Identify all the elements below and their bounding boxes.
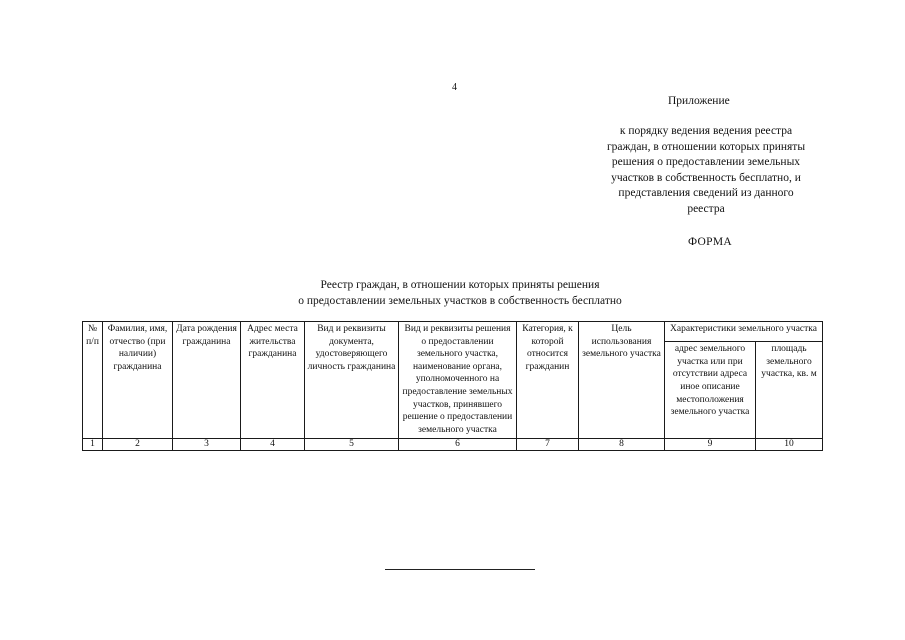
header-birth-date: Дата рождения гражданина	[173, 322, 241, 439]
appendix-line: представления сведений из данного	[618, 187, 794, 200]
register-title-line2: о предоставлении земельных участков в собственность бесплатно	[298, 294, 622, 307]
column-number: 2	[103, 439, 173, 451]
header-land-purpose: Цель использования земельного участка	[579, 322, 665, 439]
registry-table	[82, 321, 823, 451]
header-land-characteristics: Характеристики земельного участка	[665, 322, 823, 342]
header-address: Адрес места жительства гражданина	[241, 322, 305, 439]
subheader-land-area: площадь земельного участка, кв. м	[756, 342, 823, 439]
column-number: 1	[83, 439, 103, 451]
header-identity-document: Вид и реквизиты документа, удостоверяющего личность гражданина	[305, 322, 399, 439]
footer-divider	[385, 569, 535, 570]
column-number: 5	[305, 439, 399, 451]
appendix-line: реестра	[687, 202, 725, 215]
column-number: 10	[756, 439, 823, 451]
subheader-land-address: адрес земельного участка или при отсутствии адреса иное описание местоположения земельного участка	[665, 342, 756, 439]
column-numbers-row	[83, 439, 823, 451]
column-number: 8	[579, 439, 665, 451]
header-category: Категория, к которой относится гражданин	[517, 322, 579, 439]
column-number: 6	[399, 439, 517, 451]
register-title	[200, 278, 720, 309]
header-full-name: Фамилия, имя, отчество (при наличии) гражданина	[103, 322, 173, 439]
appendix-description	[588, 124, 824, 218]
appendix-line: участков в собственность бесплатно, и	[611, 171, 801, 184]
appendix-title: Приложение	[668, 95, 730, 107]
header-number: № п/п	[83, 322, 103, 439]
header-row	[83, 322, 823, 342]
page-number: 4	[452, 82, 457, 93]
register-title-line1: Реестр граждан, в отношении которых приняты решения	[320, 279, 600, 291]
column-number: 3	[173, 439, 241, 451]
form-label: ФОРМА	[688, 236, 732, 248]
column-number: 4	[241, 439, 305, 451]
appendix-line: решения о предоставлении земельных	[611, 156, 801, 169]
appendix-line: граждан, в отношении которых приняты	[606, 140, 806, 153]
column-number: 7	[517, 439, 579, 451]
column-number: 9	[665, 439, 756, 451]
appendix-line: к порядку ведения ведения реестра	[619, 125, 793, 137]
header-decision-details: Вид и реквизиты решения о предоставлении земельного участка, наименование органа, уполномоченного на предоставление земельных участков, принявшего решение о предоставлении земельного участка	[399, 322, 517, 439]
